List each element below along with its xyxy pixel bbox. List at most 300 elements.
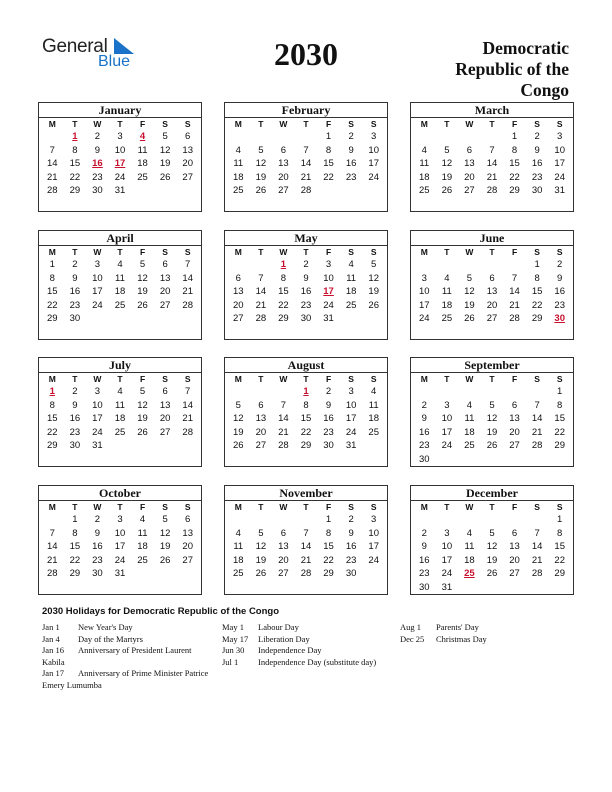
holiday-date: May 1 [222,622,244,632]
day-cell: 2 [94,131,101,142]
weekday-label: W [465,247,474,257]
day-cell: 9 [94,527,101,539]
weekday-label: T [303,119,309,129]
holiday-day: 1 [49,386,55,397]
weekday-label: S [556,374,563,384]
day-cell: 12 [137,399,148,411]
day-cell: 28 [300,568,312,580]
day-cell: 25 [441,313,453,325]
weekday-label: S [370,502,377,512]
day-cell: 20 [486,299,498,311]
day-cell: 26 [137,426,148,438]
day-cell: 15 [554,413,565,425]
day-cell: 17 [554,158,565,170]
holiday-entry-text [42,645,210,668]
month-title: June [411,231,573,246]
day-cell: 4 [235,144,241,156]
holiday-column [222,622,394,668]
weekday-label: W [93,247,102,257]
day-cell: 11 [419,158,430,170]
holiday-date: Jan 16 [42,645,64,655]
day-cell: 15 [323,158,334,170]
day-cell: 2 [421,527,427,539]
weekday-label: T [444,247,450,257]
day-cell: 27 [509,440,520,452]
day-cell: 18 [418,171,430,183]
day-cell: 24 [323,299,334,311]
day-cell: 22 [323,554,334,566]
empty-day [250,258,273,272]
day-cell: 10 [92,399,103,411]
day-cell: 16 [92,541,103,553]
day-cell: 16 [69,286,81,298]
day-cell: 8 [49,399,55,411]
empty-day [227,513,250,527]
day-cell: 6 [162,259,168,270]
day-cell: 27 [232,313,244,325]
weekday-label: W [465,119,474,129]
day-cell: 31 [114,185,126,197]
weekday-label: S [184,247,191,257]
weekday-label: T [444,502,450,512]
weekday-label: T [303,374,309,384]
holiday-date: Jan 1 [42,622,60,632]
day-cell: 30 [69,440,81,452]
weekday-label: T [117,502,123,512]
day-cell: 26 [137,299,148,311]
day-cell: 27 [509,568,520,580]
day-cell: 21 [278,426,289,438]
day-cell: 11 [464,413,475,425]
day-cell: 17 [418,299,430,311]
day-cell: 11 [137,527,148,539]
weekday-label: S [370,374,377,384]
day-cell: 27 [464,185,475,197]
holiday-entry [222,622,394,634]
weekday-label: T [117,247,123,257]
day-cell: 15 [554,541,565,553]
day-cell: 13 [278,158,289,170]
weekday-label: T [258,502,264,512]
weekday-label: W [279,247,288,257]
day-cell: 12 [368,272,379,284]
holiday-entry [42,622,210,634]
weekday-label: F [325,502,332,512]
day-cell: 15 [69,541,81,553]
day-cell: 31 [554,185,565,197]
day-cell: 27 [159,426,171,438]
day-cell: 7 [303,144,309,156]
holiday-name: Christmas Day [436,633,487,644]
month-title: December [411,486,573,501]
day-cell: 7 [185,259,191,270]
month-december [410,485,574,595]
day-cell: 20 [278,171,289,183]
day-cell: 27 [182,554,193,566]
day-cell: 14 [531,413,543,425]
empty-day [436,258,459,272]
day-cell: 24 [114,171,126,183]
empty-day [503,513,526,527]
day-cell: 13 [278,541,289,553]
empty-day [503,258,526,272]
day-cell: 5 [489,399,495,411]
day-cell: 10 [323,272,334,284]
empty-day [272,130,295,144]
day-cell: 11 [441,286,452,298]
weekday-label: F [325,247,332,257]
day-cell: 15 [323,541,334,553]
logo-text-general: General [42,36,108,57]
day-cell: 23 [554,299,565,311]
holiday-entry [42,634,210,646]
day-cell: 27 [278,185,289,197]
day-cell: 8 [280,272,287,284]
day-cell: 23 [323,426,334,438]
day-cell: 12 [255,158,267,170]
holiday-column [400,622,570,645]
day-cell: 12 [441,158,453,170]
day-cell: 23 [69,299,81,311]
empty-day [295,513,318,527]
day-cell: 12 [255,541,267,553]
holiday-entry [42,645,210,668]
day-cell: 29 [531,313,543,325]
weekday-label: S [184,374,191,384]
day-cell: 14 [300,541,312,553]
day-cell: 18 [345,286,357,298]
day-cell: 9 [557,272,563,284]
day-cell: 20 [509,554,520,566]
holiday-name: Independence Day (substitute day) [258,656,377,667]
day-cell: 20 [159,413,171,425]
day-cell: 19 [486,554,498,566]
empty-day [250,130,273,144]
day-cell: 19 [441,171,453,183]
empty-day [436,385,459,399]
day-cell: 13 [509,541,520,553]
day-cell: 1 [325,131,332,142]
day-cell: 2 [72,386,78,397]
day-cell: 17 [114,541,126,553]
day-cell: 5 [466,272,473,284]
day-cell: 8 [49,272,55,284]
weekday-label: M [48,247,56,257]
weekday-label: T [258,119,264,129]
day-cell: 5 [258,527,264,539]
day-cell: 12 [159,144,171,156]
holiday-entry-text [42,668,210,691]
day-cell: 24 [114,554,126,566]
holiday-entry [222,634,394,646]
day-cell: 3 [371,514,377,525]
day-cell: 1 [557,386,563,397]
day-cell: 1 [325,514,332,525]
weekday-label: S [162,119,168,129]
day-cell: 15 [300,413,312,425]
month-grid [39,118,201,198]
day-cell: 17 [441,554,453,566]
month-april [38,230,202,340]
day-cell: 19 [486,426,498,438]
day-cell: 30 [418,581,430,593]
day-cell: 14 [255,286,267,298]
weekday-label: S [184,502,191,512]
day-cell: 19 [255,171,267,183]
country-name [369,38,569,101]
day-cell: 2 [534,131,540,142]
day-cell: 31 [441,581,453,593]
month-title: August [225,358,387,373]
holiday-name: Anniversary of President Laurent Kabila [42,645,192,667]
day-cell: 2 [325,386,332,397]
day-cell: 28 [255,313,267,325]
day-cell: 26 [255,185,267,197]
weekday-label: S [534,119,540,129]
day-cell: 30 [92,568,103,580]
weekday-label: F [139,374,146,384]
day-cell: 23 [69,426,81,438]
day-cell: 18 [137,158,148,170]
day-cell: 7 [511,272,518,284]
empty-day [272,513,295,527]
day-cell: 5 [139,386,146,397]
weekday-label: T [489,119,495,129]
day-cell: 5 [258,144,264,156]
month-grid [225,501,387,581]
day-cell: 26 [486,568,498,580]
day-cell: 21 [300,171,312,183]
day-cell: 3 [444,527,450,539]
empty-day [481,385,504,399]
month-grid [411,246,573,326]
holiday-day: 17 [114,158,126,170]
day-cell: 20 [464,171,475,183]
day-cell: 16 [418,426,430,438]
day-cell: 13 [159,399,171,411]
month-title: July [39,358,201,373]
month-title: October [39,486,201,501]
weekday-label: T [489,247,495,257]
day-cell: 21 [531,554,543,566]
holiday-column [42,622,210,691]
day-cell: 22 [531,299,543,311]
day-cell: 28 [486,185,498,197]
day-cell: 28 [300,185,312,197]
day-cell: 29 [554,440,565,452]
day-cell: 2 [557,259,563,270]
empty-day [503,385,526,399]
day-cell: 27 [255,440,267,452]
month-january [38,102,202,212]
day-cell: 28 [531,568,543,580]
day-cell: 13 [509,413,520,425]
day-cell: 5 [371,259,377,270]
day-cell: 7 [49,144,55,156]
day-cell: 22 [46,426,58,438]
day-cell: 29 [300,440,312,452]
month-grid [411,501,573,595]
weekday-label: T [117,374,123,384]
day-cell: 21 [486,171,498,183]
day-cell: 23 [345,554,357,566]
day-cell: 9 [348,144,354,156]
day-cell: 26 [232,440,244,452]
weekday-label: W [93,374,102,384]
day-cell: 1 [511,131,518,142]
day-cell: 30 [418,453,430,465]
day-cell: 16 [554,286,565,298]
day-cell: 3 [444,399,450,411]
day-cell: 31 [92,440,103,452]
day-cell: 8 [511,144,518,156]
month-may [224,230,388,340]
empty-day [227,130,250,144]
day-cell: 12 [464,286,475,298]
day-cell: 18 [464,554,475,566]
day-cell: 27 [182,171,193,183]
holidays-title: 2030 Holidays for Democratic Republic of the Congo [42,606,280,617]
day-cell: 11 [233,158,244,170]
day-cell: 11 [115,272,125,284]
weekday-label: S [162,502,168,512]
holiday-entry [42,668,210,691]
day-cell: 18 [114,286,126,298]
day-cell: 14 [531,541,543,553]
empty-day [41,130,64,144]
day-cell: 1 [72,514,78,525]
day-cell: 7 [280,399,287,411]
weekday-label: T [258,247,264,257]
day-cell: 13 [486,286,498,298]
day-cell: 9 [534,144,540,156]
day-cell: 21 [46,554,58,566]
day-cell: 25 [368,426,379,438]
day-cell: 24 [368,171,379,183]
month-grid [39,246,201,326]
day-cell: 7 [185,386,191,397]
day-cell: 20 [159,286,171,298]
day-cell: 7 [489,144,495,156]
weekday-label: T [303,247,309,257]
empty-day [413,130,436,144]
weekday-label: M [48,502,56,512]
day-cell: 11 [346,272,357,284]
day-cell: 24 [441,568,453,580]
day-cell: 10 [345,399,357,411]
weekday-label: W [279,502,288,512]
weekday-label: T [303,502,309,512]
day-cell: 14 [46,541,58,553]
day-cell: 12 [486,541,498,553]
weekday-label: S [534,502,540,512]
weekday-label: W [465,502,474,512]
day-cell: 11 [115,399,125,411]
day-cell: 2 [421,399,427,411]
day-cell: 9 [303,272,309,284]
day-cell: 13 [159,272,171,284]
day-cell: 17 [368,541,379,553]
weekday-label: F [139,502,146,512]
month-grid [225,246,387,326]
weekday-label: M [420,374,428,384]
day-cell: 10 [418,286,430,298]
day-cell: 9 [421,413,427,425]
day-cell: 23 [92,554,103,566]
day-cell: 14 [300,158,312,170]
day-cell: 8 [557,527,563,539]
day-cell: 6 [162,386,168,397]
day-cell: 29 [46,440,58,452]
day-cell: 30 [69,313,81,325]
day-cell: 5 [235,399,241,411]
day-cell: 23 [92,171,103,183]
month-title: April [39,231,201,246]
empty-day [436,130,459,144]
day-cell: 4 [371,386,377,397]
day-cell: 2 [94,514,101,525]
day-cell: 4 [117,386,123,397]
holiday-name: Day of the Martyrs [78,633,143,644]
day-cell: 5 [489,527,495,539]
day-cell: 11 [464,541,475,553]
day-cell: 3 [94,386,101,397]
day-cell: 22 [278,299,289,311]
weekday-label: S [348,119,354,129]
day-cell: 16 [323,413,334,425]
empty-day [481,258,504,272]
day-cell: 4 [139,514,146,525]
weekday-label: S [162,247,168,257]
holiday-day: 1 [280,259,287,270]
month-title: February [225,103,387,118]
weekday-label: T [444,119,450,129]
day-cell: 18 [368,413,379,425]
day-cell: 19 [368,286,379,298]
day-cell: 28 [531,440,543,452]
day-cell: 3 [371,131,377,142]
empty-day [458,513,481,527]
day-cell: 6 [185,131,191,142]
weekday-label: S [534,374,540,384]
day-cell: 16 [345,541,357,553]
day-cell: 13 [182,144,193,156]
weekday-label: F [511,247,518,257]
weekday-label: S [162,374,168,384]
month-june [410,230,574,340]
day-cell: 23 [418,440,430,452]
holiday-entry [400,634,570,646]
holiday-date: Jan 17 [42,668,64,678]
weekday-label: F [511,502,518,512]
day-cell: 8 [534,272,540,284]
day-cell: 30 [345,568,357,580]
day-cell: 6 [235,272,241,284]
weekday-label: S [184,119,191,129]
day-cell: 22 [300,426,312,438]
empty-day [458,130,481,144]
month-november [224,485,388,595]
empty-day [526,513,549,527]
day-cell: 14 [278,413,289,425]
weekday-label: M [48,119,56,129]
day-cell: 25 [114,299,126,311]
day-cell: 20 [255,426,267,438]
day-cell: 8 [557,399,563,411]
day-cell: 12 [159,527,171,539]
day-cell: 3 [325,259,332,270]
day-cell: 25 [137,554,148,566]
